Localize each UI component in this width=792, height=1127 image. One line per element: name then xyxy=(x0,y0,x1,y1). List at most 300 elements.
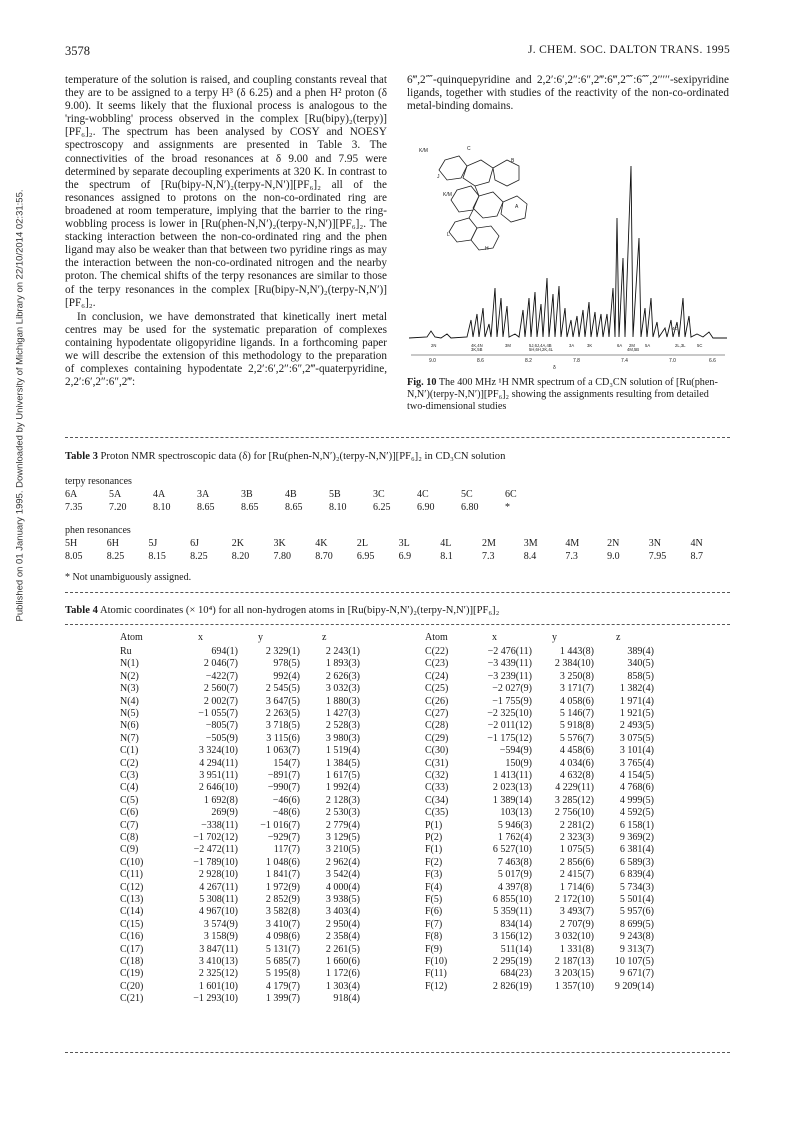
table4-y-cell: 2 329(1) xyxy=(265,646,300,657)
table4-atom-cell: N(3) xyxy=(120,683,139,695)
svg-text:2M: 2M xyxy=(629,343,635,348)
axis-label: δ xyxy=(553,365,556,370)
table4-atom-cell: C(16) xyxy=(120,931,144,943)
table4-header-atom: Atom xyxy=(120,632,143,643)
table4-atom-cell: C(1) xyxy=(120,745,139,757)
phen-header-cell: 5H xyxy=(65,538,78,549)
table4-z-cell: 2 493(5) xyxy=(619,720,654,732)
phen-value-cell: 7.3 xyxy=(482,551,495,562)
table4-x-cell: 3 156(12) xyxy=(492,931,532,943)
table4-x-cell: 3 951(11) xyxy=(199,770,238,781)
table4-z-cell: 340(5) xyxy=(627,658,654,670)
spectrum-trace xyxy=(409,166,727,338)
table4-atom-cell: N(4) xyxy=(120,695,139,707)
left-paragraph-1: temperature of the solution is raised, and coupling constants reveal that they are to be assigned to a terpy H³ (δ 6.25) and a phen H² proton (δ 9.00). It seems likely that the fluxional process is analogous to the 'ring-wobbling' process observed in the complex [Ru(bipy)₂(terpy)][PF₆]₂. The spectrum has been analysed by COSY and NOESY spectroscopy and assignments are presented in Table 3. The connectivities of the broad resonances at δ 9.00 and 7.95 were determined by separate decoupling experiments at 320 K. In contrast to the spectrum of [Ru(bipy-N,N′)₂(terpy-N,N′)][PF₆]₂ all of the resonances assigned to protons on the non-co-ordinated ring are broadened at room temperature, implying that the barrier to the ring-wobbling process is lower in [Ru(phen-N,N′)₂(terpy-N,N′)][PF₆]₂. The stacking interaction between the non-co-ordinated ring and the phen ligand may also be weaker than that between two pyridine rings as may the interaction between the non-co-ordinated nitrogen and the nearby proton. The chemical shifts of the terpy resonances are similar to those of the terpy resonances in the complex [Ru(bipy-N,N′)₂(terpy-N,N′)][PF₆]₂. xyxy=(65,74,387,309)
phen-value-cell: 8.05 xyxy=(65,551,83,562)
table4-z-cell: 1 921(5) xyxy=(619,708,654,719)
terpy-value-cell: 6.90 xyxy=(417,502,435,513)
table4-y-cell: 3 285(12) xyxy=(554,794,594,806)
svg-text:6A: 6A xyxy=(617,343,623,348)
table4-z-cell: 2 128(3) xyxy=(325,794,360,806)
table4-z-cell: 1 893(3) xyxy=(325,658,360,670)
table4-z-cell: 6 839(4) xyxy=(619,869,654,881)
table4-x-cell: 269(9) xyxy=(211,807,238,819)
table4-x-cell: 2 928(10) xyxy=(198,869,238,881)
table4-x-cell: 6 855(10) xyxy=(492,894,532,905)
table4-x-cell: −338(11) xyxy=(201,819,238,831)
table4-y-cell: −990(7) xyxy=(267,782,300,794)
phen-value-cell: 8.25 xyxy=(190,551,208,562)
terpy-title: terpy resonances xyxy=(65,476,132,487)
table4-y-cell: 154(7) xyxy=(273,757,300,769)
table4-atom-cell: C(18) xyxy=(120,956,144,967)
svg-text:3K,5B: 3K,5B xyxy=(471,347,483,352)
table4-atom-cell: C(30) xyxy=(425,745,449,757)
table4-atom-cell: C(4) xyxy=(120,782,139,794)
table4-y-cell: −891(7) xyxy=(267,770,300,781)
table4-atom-cell: C(15) xyxy=(120,918,144,930)
table4-atom-cell: C(14) xyxy=(120,906,144,918)
terpy-value-cell: 7.20 xyxy=(109,502,127,513)
table4-x-cell: 4 294(11) xyxy=(199,757,238,769)
phen-header-cell: 3N xyxy=(648,538,662,549)
table4-atom-cell: C(34) xyxy=(425,794,449,806)
table4-x-cell: 2 023(13) xyxy=(492,782,532,794)
divider xyxy=(65,624,730,625)
phen-header-cell: 2M xyxy=(482,538,496,549)
table4-y-cell: 1 063(7) xyxy=(265,745,300,757)
table4-x-cell: −1 055(7) xyxy=(198,708,238,719)
table4-atom-cell: F(4) xyxy=(425,881,443,893)
table4-y-cell: 4 179(7) xyxy=(265,980,300,992)
phen-header-cell: 2N xyxy=(607,538,620,549)
table4-atom-cell: N(2) xyxy=(120,670,139,682)
svg-text:8.2: 8.2 xyxy=(525,358,532,364)
table4-z-cell: 1 971(4) xyxy=(619,695,654,707)
table4-y-cell: −1 016(7) xyxy=(260,819,300,831)
table4-y-cell: 5 146(7) xyxy=(559,708,594,719)
table4-z-cell: 9 369(2) xyxy=(619,832,654,843)
table4-y-cell: 3 582(8) xyxy=(265,906,300,918)
table4-z-cell: 4 999(5) xyxy=(619,794,654,806)
terpy-value-cell: 6.25 xyxy=(373,502,391,513)
table4-atom-cell: C(7) xyxy=(120,819,139,831)
table4-y-cell: 3 647(5) xyxy=(265,695,300,707)
table4-atom-cell: N(7) xyxy=(120,732,139,744)
table4-x-cell: −594(9) xyxy=(499,745,532,757)
table4-atom-cell: F(11) xyxy=(425,968,447,980)
phen-header-cell: 6H xyxy=(106,538,119,549)
terpy-header-cell: 5A xyxy=(109,489,122,500)
table4-header-atom: Atom xyxy=(425,632,448,643)
table4-x-cell: 511(14) xyxy=(500,943,532,955)
table4-x-cell: 2 826(19) xyxy=(492,980,532,992)
table4-y-cell: 992(4) xyxy=(273,670,300,682)
struct-label: K/M xyxy=(419,148,428,154)
table4-label: Table 4 xyxy=(65,605,98,616)
table4-header-x: x xyxy=(492,632,497,643)
table4-atom-cell: C(21) xyxy=(120,993,144,1005)
table4-z-cell: 1 427(3) xyxy=(325,708,360,719)
table4-y-cell: 3 032(10) xyxy=(554,931,594,943)
table4-x-cell: 3 410(13) xyxy=(198,956,238,967)
table4-atom-cell: C(8) xyxy=(120,832,139,843)
terpy-value-cell: 8.65 xyxy=(197,502,215,513)
table4-z-cell: 2 243(1) xyxy=(325,646,360,657)
terpy-header-cell: 6C xyxy=(505,489,517,500)
svg-text:7.0: 7.0 xyxy=(669,358,676,364)
svg-text:J: J xyxy=(437,174,440,180)
table4-y-cell: 3 410(7) xyxy=(265,918,300,930)
table4-atom-cell: C(17) xyxy=(120,943,144,955)
table4-atom-cell: C(31) xyxy=(425,757,449,769)
table4-x-cell: −1 755(9) xyxy=(492,695,532,707)
table4-y-cell: 4 058(6) xyxy=(559,695,594,707)
table4-atom-cell: C(11) xyxy=(120,869,143,881)
table4-y-cell: 3 493(7) xyxy=(559,906,594,918)
table4-atom-cell: C(28) xyxy=(425,720,449,732)
table4-atom-cell: C(3) xyxy=(120,770,139,781)
table4-x-cell: 1 413(11) xyxy=(493,770,532,781)
table4-y-cell: 2 415(7) xyxy=(559,869,594,881)
table4-atom-cell: C(23) xyxy=(425,658,449,670)
table4-header-x: x xyxy=(198,632,203,643)
table4-x-cell: 2 560(7) xyxy=(203,683,238,695)
phen-header-cell: 3L xyxy=(398,538,410,549)
table4-x-cell: 103(13) xyxy=(500,807,532,819)
table4-x-cell: 834(14) xyxy=(500,918,532,930)
table4-x-cell: −422(7) xyxy=(205,670,238,682)
phen-header-cell: 4L xyxy=(440,538,452,549)
table4-y-cell: 4 229(11) xyxy=(555,782,594,794)
table4-y-cell: 117(7) xyxy=(273,844,300,856)
phen-value-cell: 7.80 xyxy=(273,551,291,562)
figure-caption-label: Fig. 10 xyxy=(407,377,437,388)
phen-value-cell: 8.15 xyxy=(148,551,166,562)
table4-z-cell: 1 303(4) xyxy=(325,980,360,992)
table4-atom-cell: C(6) xyxy=(120,807,139,819)
table4-z-cell: 1 660(6) xyxy=(325,956,360,967)
table4-x-cell: 5 359(11) xyxy=(493,906,532,918)
table4-header-y: y xyxy=(258,632,263,643)
table4-z-cell: 1 617(5) xyxy=(325,770,360,781)
table4-x-cell: −1 175(12) xyxy=(487,732,532,744)
table4-z-cell: 3 101(4) xyxy=(619,745,654,757)
phen-value-cell: 8.20 xyxy=(231,551,250,562)
table4-x-cell: −1 702(12) xyxy=(193,832,238,843)
terpy-value-cell: 7.35 xyxy=(65,502,83,513)
table4-z-cell: 2 779(4) xyxy=(325,819,360,831)
table4-x-cell: −2 476(11) xyxy=(487,646,532,657)
phen-value-cell: 7.3 xyxy=(565,551,578,562)
phen-title: phen resonances xyxy=(65,525,131,536)
table4-x-cell: 2 046(7) xyxy=(203,658,238,670)
table4-x-cell: −2 325(10) xyxy=(487,708,532,719)
table4-atom-cell: C(22) xyxy=(425,646,449,657)
table4-y-cell: 1 841(7) xyxy=(265,869,300,881)
table4-y-cell: 1 399(7) xyxy=(265,993,300,1005)
table4-y-cell: 2 852(9) xyxy=(265,894,300,905)
page-number: 3578 xyxy=(65,44,90,58)
table4-y-cell: −48(6) xyxy=(272,807,300,819)
table4-y-cell: 2 187(13) xyxy=(554,956,594,967)
table4-atom-cell: C(29) xyxy=(425,732,449,744)
table4-y-cell: 3 171(7) xyxy=(559,683,594,695)
table4-x-cell: 4 397(8) xyxy=(497,881,532,893)
table4-y-cell: 3 203(15) xyxy=(554,968,594,980)
table4-x-cell: 1 601(10) xyxy=(198,980,238,992)
phen-value-cell: 8.4 xyxy=(523,551,537,562)
table4-atom-cell: Ru xyxy=(120,646,132,657)
terpy-value-cell: * xyxy=(505,502,510,513)
table4-y-cell: 1 331(8) xyxy=(559,943,594,955)
table4-y-cell: 4 098(6) xyxy=(265,931,300,943)
phen-header-cell: 2K xyxy=(231,538,245,549)
table4-y-cell: 2 384(10) xyxy=(554,658,594,670)
svg-text:4M,5B: 4M,5B xyxy=(627,347,640,352)
divider xyxy=(65,592,730,593)
terpy-header-cell: 3B xyxy=(241,489,253,500)
phen-header-cell: 4N xyxy=(690,538,703,549)
figure-caption-text: The 400 MHz ¹H NMR spectrum of a CD₃CN solution of [Ru(phen-N,N′)(terpy-N,N′)][PF₆]₂ showing the assignments resulting from detailed two-dimensional studies xyxy=(407,377,718,413)
table4-atom-cell: C(19) xyxy=(120,968,144,980)
terpy-header-cell: 3A xyxy=(197,489,210,500)
table4-atom-cell: F(12) xyxy=(425,980,448,992)
table4-atom-cell: P(1) xyxy=(425,819,443,831)
left-paragraph-2: In conclusion, we have demonstrated that kinetically inert metal centres may be used for the systematic preparation of complexes containing hypodentate oligopyridine ligands. In a forthcoming paper we will describe the extension of this methodology to the preparation of complexes containing hypodentate 2,2′:6′,2″:6″,2‴-quaterpyridine, 2,2′:6′,2″:6″,2‴: xyxy=(65,310,387,389)
table4-y-cell: 2 172(10) xyxy=(554,894,594,905)
table4-y-cell: 5 918(8) xyxy=(559,720,594,732)
table4-x-cell: −2 011(12) xyxy=(487,720,532,732)
table4-y-cell: 4 458(6) xyxy=(559,745,594,757)
table4-z-cell: 4 768(6) xyxy=(619,782,654,794)
table4-atom-cell: C(5) xyxy=(120,794,139,806)
table4-z-cell: 3 032(3) xyxy=(325,683,360,695)
table4-z-cell: 8 699(5) xyxy=(619,918,654,930)
table4-x-cell: 2 325(12) xyxy=(198,968,238,980)
terpy-header-cell: 6A xyxy=(65,489,78,500)
table4-x-cell: 3 847(11) xyxy=(199,943,238,955)
table4-y-cell: 5 195(8) xyxy=(265,968,300,980)
table4-atom-cell: C(27) xyxy=(425,708,449,719)
table4-z-cell: 2 530(3) xyxy=(325,807,360,819)
table4-x-cell: 3 324(10) xyxy=(198,745,238,757)
table4-x-cell: −2 027(9) xyxy=(492,683,532,695)
table3-caption xyxy=(65,451,730,462)
terpy-header-cell: 4C xyxy=(417,489,429,500)
table4-x-cell: −1 789(10) xyxy=(193,856,238,868)
table4-x-cell: −3 239(11) xyxy=(487,670,532,682)
phen-value-cell: 8.25 xyxy=(106,551,125,562)
phen-header-cell: 3M xyxy=(523,538,538,549)
table4-y-cell: −929(7) xyxy=(267,832,300,843)
table4-caption xyxy=(65,605,730,616)
phen-value-cell: 7.95 xyxy=(648,551,667,562)
phen-header-cell: 2L xyxy=(356,538,368,549)
table4-y-cell: 5 576(7) xyxy=(559,732,594,744)
table4-x-cell: −1 293(10) xyxy=(193,993,238,1005)
table4-x-cell: −805(7) xyxy=(205,720,238,732)
table4-x-cell: 4 267(11) xyxy=(199,881,238,893)
svg-text:3M: 3M xyxy=(505,343,511,348)
table4-atom-cell: N(5) xyxy=(120,708,139,719)
svg-text:C: C xyxy=(467,146,471,152)
phen-header-cell: 3K xyxy=(273,538,286,549)
table4-y-cell: 2 856(6) xyxy=(559,856,594,868)
table4-atom-cell: F(9) xyxy=(425,943,443,955)
svg-text:7.8: 7.8 xyxy=(573,358,580,364)
table4-atom-cell: F(5) xyxy=(425,894,443,905)
table4-x-cell: 1 692(8) xyxy=(203,794,238,806)
phen-header-cell: 5J xyxy=(148,538,158,549)
table4-header-y: y xyxy=(552,632,557,643)
terpy-value-cell: 8.10 xyxy=(329,502,347,513)
table4-atom-cell: C(25) xyxy=(425,683,449,695)
table4-caption-text: Atomic coordinates (× 10⁴) for all non-hydrogen atoms in [Ru(bipy-N,N′)₂(terpy-N,N′)][PF₆]₂ xyxy=(99,605,500,616)
nmr-spectrum xyxy=(407,138,729,370)
table4-y-cell: 1 972(9) xyxy=(265,881,300,893)
table4-x-cell: 5 308(11) xyxy=(199,894,238,905)
table4-z-cell: 3 938(5) xyxy=(325,894,360,905)
svg-text:B: B xyxy=(511,158,515,164)
table4-x-cell: 7 463(8) xyxy=(497,856,532,868)
table4-z-cell: 5 957(6) xyxy=(619,906,654,918)
terpy-value-cell: 8.10 xyxy=(153,502,171,513)
table4-atom-cell: F(7) xyxy=(425,918,443,930)
svg-text:5C: 5C xyxy=(697,343,703,348)
table4-atom-cell: N(1) xyxy=(120,658,139,670)
terpy-header-cell: 5C xyxy=(461,489,473,500)
table4-atom-cell: C(12) xyxy=(120,881,144,893)
table3-footnote: * Not unambiguously assigned. xyxy=(65,572,192,583)
table4-y-cell: 4 632(8) xyxy=(559,770,594,781)
table4-y-cell: 1 714(6) xyxy=(559,881,594,893)
table4-atom-cell: C(20) xyxy=(120,980,144,992)
svg-text:A: A xyxy=(515,204,519,210)
table4-y-cell: 2 281(2) xyxy=(559,819,594,831)
table4-z-cell: 3 542(4) xyxy=(325,869,360,881)
table4-z-cell: 2 950(4) xyxy=(325,918,360,930)
terpy-header-cell: 3C xyxy=(373,489,385,500)
table4-z-cell: 10 107(5) xyxy=(614,956,654,967)
table4-x-cell: 2 002(7) xyxy=(203,695,238,707)
divider xyxy=(65,437,730,438)
terpy-header-cell: 4B xyxy=(285,489,297,500)
nmr-figure xyxy=(407,138,729,370)
phen-value-cell: 8.7 xyxy=(690,551,703,562)
terpy-header-cell: 4A xyxy=(153,489,166,500)
table4-z-cell: 1 880(3) xyxy=(325,695,360,707)
table4-z-cell: 858(5) xyxy=(627,670,654,682)
table4-z-cell: 4 592(5) xyxy=(619,807,654,819)
table4-atom-cell: F(3) xyxy=(425,869,443,881)
table4-x-cell: −3 439(11) xyxy=(487,658,532,670)
svg-text:H: H xyxy=(485,246,489,252)
table4-z-cell: 3 980(3) xyxy=(325,732,360,744)
table4-y-cell: 3 718(5) xyxy=(265,720,300,732)
phen-header-cell: 4M xyxy=(565,538,580,549)
svg-text:2N: 2N xyxy=(431,343,437,348)
table4-x-cell: 1 762(4) xyxy=(497,832,532,843)
table4-atom-cell: C(13) xyxy=(120,894,144,905)
table4-z-cell: 3 075(5) xyxy=(619,732,654,744)
molecule-structure-icon xyxy=(439,156,527,250)
table4-atom-cell: F(10) xyxy=(425,956,448,967)
svg-text:5H,6H,2K,4L: 5H,6H,2K,4L xyxy=(529,347,553,352)
table4-x-cell: 1 389(14) xyxy=(492,794,532,806)
table4-y-cell: 2 756(10) xyxy=(554,807,594,819)
journal-title: J. CHEM. SOC. DALTON TRANS. 1995 xyxy=(527,44,730,56)
table4-z-cell: 6 381(4) xyxy=(619,844,654,856)
table4-atom-cell: C(2) xyxy=(120,757,139,769)
table4-x-cell: 4 967(10) xyxy=(198,906,238,918)
table4-atom-cell: F(8) xyxy=(425,931,443,943)
svg-text:3A: 3A xyxy=(569,343,575,348)
svg-text:3K: 3K xyxy=(587,343,593,348)
table4-y-cell: 4 034(6) xyxy=(559,757,594,769)
table4-z-cell: 3 210(5) xyxy=(325,844,360,856)
table4-y-cell: 2 323(3) xyxy=(559,832,594,843)
figure-caption xyxy=(407,377,729,414)
table4-x-cell: 5 946(3) xyxy=(497,819,532,831)
phen-value-cell: 8.70 xyxy=(315,551,333,562)
table4-atom-cell: F(1) xyxy=(425,844,443,856)
table4-x-cell: 6 527(10) xyxy=(492,844,532,856)
divider xyxy=(65,1052,730,1053)
table4-y-cell: 978(5) xyxy=(273,658,300,670)
table4-atom-cell: C(9) xyxy=(120,844,139,856)
table4-z-cell: 4 154(5) xyxy=(619,770,654,781)
table4-y-cell: −46(6) xyxy=(272,794,300,806)
phen-value-cell: 6.9 xyxy=(398,551,412,562)
table4-z-cell: 1 172(6) xyxy=(325,968,360,980)
table3-caption-text: Proton NMR spectroscopic data (δ) for [Ru(phen-N,N′)₂(terpy-N,N′)][PF₆]₂ in CD₃CN solution xyxy=(100,451,506,462)
table4-x-cell: 3 574(9) xyxy=(203,918,238,930)
table4-y-cell: 3 115(6) xyxy=(266,732,300,744)
svg-text:2L,3L: 2L,3L xyxy=(675,343,686,348)
table4-y-cell: 2 545(5) xyxy=(265,683,300,695)
table4-atom-cell: C(33) xyxy=(425,782,449,794)
table4-y-cell: 2 707(9) xyxy=(559,918,594,930)
table4-atom-cell: C(35) xyxy=(425,807,449,819)
table4-header-z: z xyxy=(322,632,327,643)
table4-z-cell: 1 384(5) xyxy=(325,757,360,769)
right-column xyxy=(407,74,729,114)
phen-header-cell: 4K xyxy=(315,538,328,549)
table4-z-cell: 1 382(4) xyxy=(619,683,654,695)
axis-tick: 9.0 xyxy=(429,358,436,364)
table4-atom-cell: C(10) xyxy=(120,856,144,868)
left-column xyxy=(65,74,387,390)
table4-x-cell: 2 646(10) xyxy=(198,782,238,794)
table4-z-cell: 3 403(4) xyxy=(325,906,360,918)
table4-z-cell: 9 671(7) xyxy=(619,968,654,980)
table4-y-cell: 1 048(6) xyxy=(265,856,300,868)
svg-text:L: L xyxy=(447,232,450,238)
svg-text:7.4: 7.4 xyxy=(621,358,628,364)
terpy-value-cell: 8.65 xyxy=(241,502,259,513)
table3-label: Table 3 xyxy=(65,451,98,462)
phen-value-cell: 6.95 xyxy=(356,551,375,562)
table4-atom-cell: F(6) xyxy=(425,906,443,918)
table4-x-cell: 150(9) xyxy=(505,757,532,769)
terpy-header-cell: 5B xyxy=(329,489,341,500)
table4-z-cell: 2 261(5) xyxy=(325,943,360,955)
svg-text:6.6: 6.6 xyxy=(709,358,716,364)
table4-z-cell: 2 962(4) xyxy=(325,856,360,868)
table4-y-cell: 2 263(5) xyxy=(265,708,300,719)
table4-y-cell: 1 075(5) xyxy=(559,844,594,856)
